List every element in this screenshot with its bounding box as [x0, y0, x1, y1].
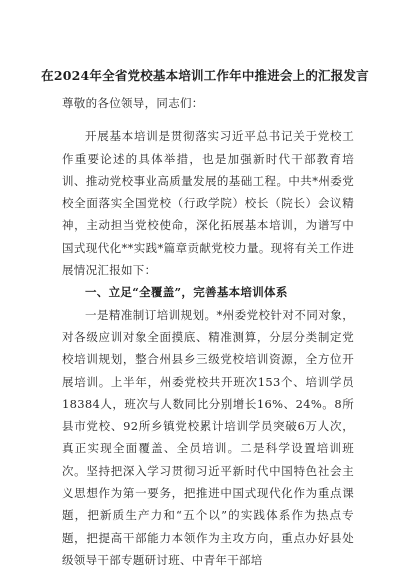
- section-1-heading: 一、立足“全覆盖”，完善基本培训体系: [85, 285, 288, 300]
- document-body: [62, 92, 354, 571]
- section-1-paragraph: 一是精准制订培训规划。*州委党校针对不同对象，对各级应训对象全面摸底、精准测算，分层分类制定党校培训规划，整合州县乡三级党校培训资源，全方位开展培训。上半年，州委党校共开班次153个、培训学员18384人，班次与人数同比分别增长16%、24%。8所县市党校、92所乡镇党校累计培训学员突破6万人次，真正实现全面覆盖、全员培训。二是科学设置培训班次。坚持把深入学习贯彻习近平新时代中国特色社会主义思想作为第一要务，把推进中国式现代化作为重点课题，把新质生产力和“五个以”的实践体系作为热点专题，把提高干部能力本领作为主攻方向，重点办好县处级领导干部专题研讨班、中青年干部培: [62, 307, 354, 567]
- salutation: 尊敬的各位领导，同志们：: [62, 96, 204, 110]
- intro-paragraph: 开展基本培训是贯彻落实习近平总书记关于党校工作重要论述的具体举措，也是加强新时代干部教育培训、推动党校事业高质量发展的基础工程。中共*州委党校全面落实全国党校（行政学院）校长（院长）会议精神，主动担当党校使命，深化拓展基本培训，为谱写中国式现代化**实践*篇章贡献党校力量。现将有关工作进展情况汇报如下：: [62, 129, 354, 278]
- document-title: 在2024年全省党校基本培训工作年中推进会上的汇报发言: [41, 68, 369, 83]
